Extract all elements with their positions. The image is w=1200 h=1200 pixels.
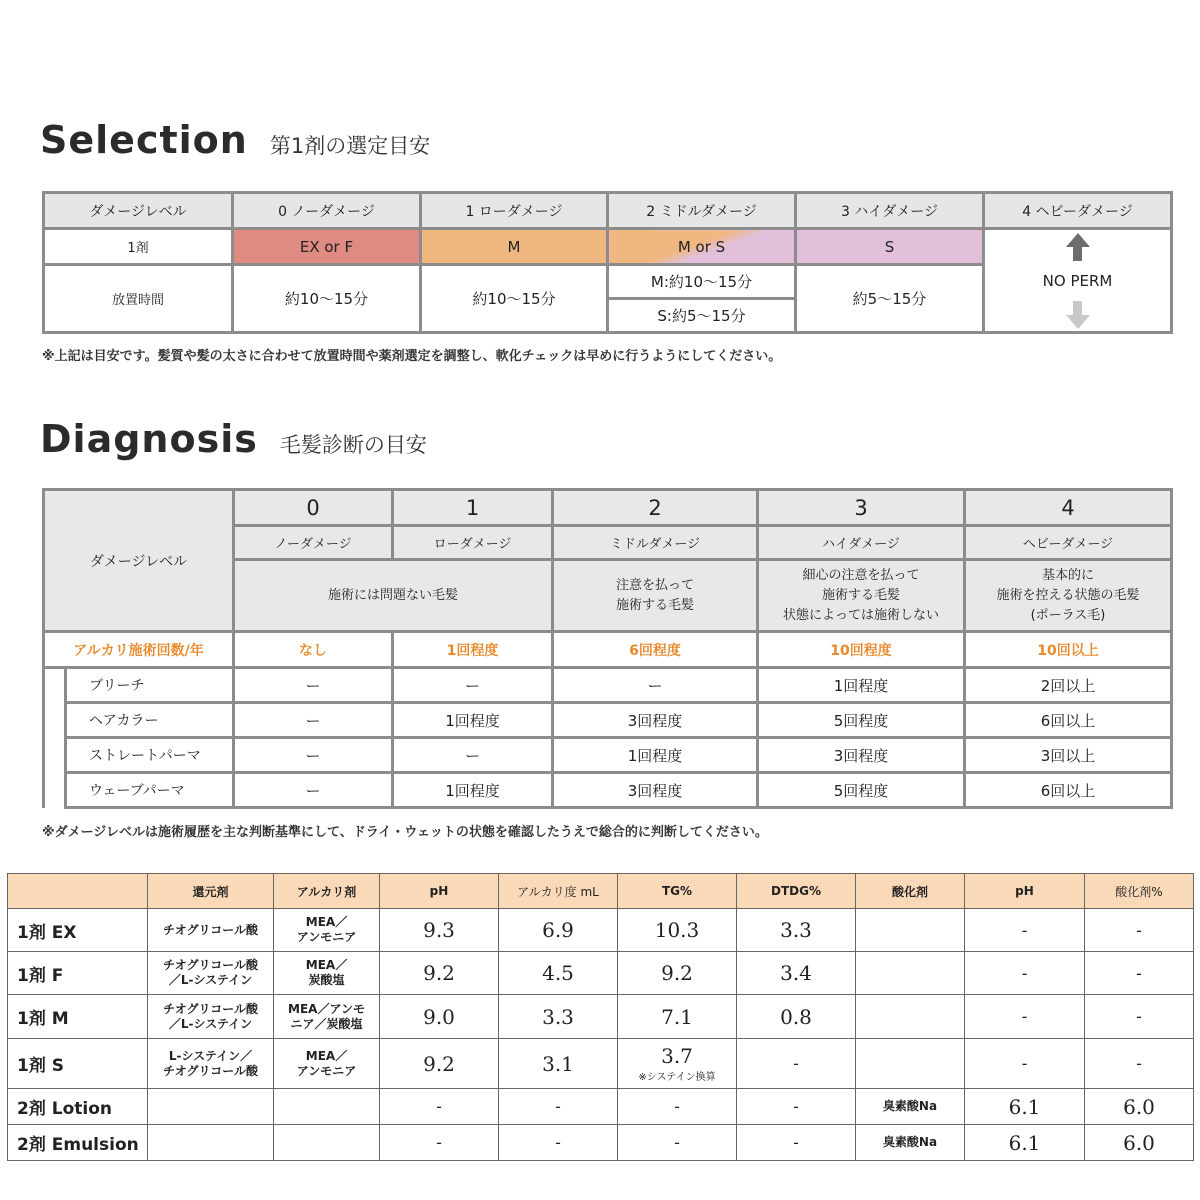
sel-header-5: 4 ヘビーダメージ [984,193,1172,229]
spec-alkalinity: 4.5 [499,952,618,995]
spec-tg: 9.2 [618,952,737,995]
spec-oxidizer [856,995,965,1039]
spec-tg: - [618,1089,737,1125]
table-row [8,1039,1194,1089]
spec-table [7,873,1194,1161]
dia-cell: 5回程度 [758,703,965,738]
sel-agent-s: S [796,229,984,265]
table-row [44,773,1172,808]
dia-row-label: ヘアカラー [66,703,234,738]
spec-reducer [148,1089,274,1125]
spec-alkalinity: 3.3 [499,995,618,1039]
diagnosis-table [42,488,1173,809]
dia-level-label: ダメージレベル [44,490,234,632]
dia-cell: 1回程度 [553,738,758,773]
table-row [8,1125,1194,1161]
dia-level-3: 3 [758,490,965,526]
dia-cell: 3回以上 [965,738,1172,773]
sel-agent-ex-f: EX or F [233,229,421,265]
dia-alkali-1: 1回程度 [393,632,553,668]
sel-header-1: 0 ノーダメージ [233,193,421,229]
selection-note: ※上記は目安です。髪質や髪の太さに合わせて放置時間や薬剤選定を調整し、軟化チェックは早めに行うようにしてください。 [42,349,782,364]
sel-time-2a: M:約10〜15分 [608,265,796,299]
spec-dtdg: - [737,1089,856,1125]
spec-product-name: 1剤 S [8,1039,148,1089]
spec-tg: 3.7 [661,1044,693,1068]
spec-oxidizer-pct: 6.0 [1085,1089,1194,1125]
diagnosis-title: Diagnosis [40,417,258,461]
dia-name-3: ハイダメージ [758,526,965,560]
spec-alkalinity: - [499,1125,618,1161]
sel-header-3: 2 ミドルダメージ [608,193,796,229]
dia-cell: 5回程度 [758,773,965,808]
dia-cell: 1回程度 [393,703,553,738]
dia-cell: 3回程度 [553,703,758,738]
table-row [44,738,1172,773]
spec-ph: 9.2 [380,1039,499,1089]
sel-header-0: ダメージレベル [44,193,233,229]
spec-oxidizer-pct: - [1085,909,1194,952]
dia-cell: 3回程度 [758,738,965,773]
dia-cell: ー [553,668,758,703]
spec-ph: 9.0 [380,995,499,1039]
spec-oxidizer-pct: - [1085,995,1194,1039]
spec-alkali-agent: MEA／ 炭酸塩 [274,952,380,995]
dia-cell: 6回以上 [965,703,1172,738]
spec-alkali-agent: MEA／ アンモニア [274,909,380,952]
dia-cell: 3回程度 [553,773,758,808]
diagnosis-note: ※ダメージレベルは施術履歴を主な判断基準にして、ドライ・ウェットの状態を確認したうえで総合的に判断してください。 [42,825,768,840]
spec-dtdg: 3.4 [737,952,856,995]
table-row [8,952,1194,995]
dia-row-label: ブリーチ [66,668,234,703]
spec-ph2: 6.1 [965,1089,1085,1125]
sel-time-2b: S:約5〜15分 [608,299,796,333]
sel-no-perm-cell [984,229,1172,333]
dia-desc-4: 基本的に 施術を控える状態の毛髪 (ポーラス毛) [965,560,1172,632]
spec-alkali-agent: MEA／ アンモニア [274,1039,380,1089]
sel-header-2: 1 ローダメージ [421,193,608,229]
table-row [8,995,1194,1039]
spec-header-1: 還元剤 [148,874,274,909]
dia-cell: ー [234,668,393,703]
spec-header-2: アルカリ剤 [274,874,380,909]
spec-product-name: 1剤 M [8,995,148,1039]
sel-time-1: 約10〜15分 [421,265,608,333]
spec-oxidizer-pct: - [1085,1039,1194,1089]
dia-cell: 2回以上 [965,668,1172,703]
spec-reducer [148,1125,274,1161]
dia-cell: ー [234,773,393,808]
spec-tg-note: ※システイン換算 [638,1072,716,1083]
spec-oxidizer-pct: - [1085,952,1194,995]
selection-heading [40,118,430,162]
spec-tg-cell [618,1039,737,1089]
spec-reducer: チオグリコール酸 ／L-システイン [148,995,274,1039]
dia-alkali-2: 6回程度 [553,632,758,668]
spec-alkalinity: 3.1 [499,1039,618,1089]
dia-alkali-label: アルカリ施術回数/年 [44,632,234,668]
spec-dtdg: - [737,1039,856,1089]
spec-oxidizer-pct: 6.0 [1085,1125,1194,1161]
dia-row-label: ウェーブパーマ [66,773,234,808]
spec-oxidizer: 臭素酸Na [856,1125,965,1161]
selection-table [42,191,1173,334]
no-perm-label: NO PERM [1042,271,1113,290]
spec-ph: 9.3 [380,909,499,952]
spec-product-name: 1剤 F [8,952,148,995]
selection-title: Selection [40,118,248,162]
spec-reducer: チオグリコール酸 [148,909,274,952]
spec-alkali-agent: MEA／アンモ ニア／炭酸塩 [274,995,380,1039]
dia-name-4: ヘビーダメージ [965,526,1172,560]
spec-ph: - [380,1089,499,1125]
dia-name-0: ノーダメージ [234,526,393,560]
diagnosis-heading [40,417,427,461]
sel-row1-label: 1剤 [44,229,233,265]
sel-header-4: 3 ハイダメージ [796,193,984,229]
dia-row-label: ストレートパーマ [66,738,234,773]
spec-alkalinity: - [499,1089,618,1125]
dia-cell: ー [234,738,393,773]
dia-level-4: 4 [965,490,1172,526]
dia-alkali-4: 10回以上 [965,632,1172,668]
dia-level-0: 0 [234,490,393,526]
spec-oxidizer: 臭素酸Na [856,1089,965,1125]
spec-oxidizer [856,1039,965,1089]
spec-header-5: TG% [618,874,737,909]
table-row [44,703,1172,738]
dia-cell: 1回程度 [758,668,965,703]
dia-cell: ー [393,668,553,703]
spec-header-7: 酸化剤 [856,874,965,909]
spec-tg: 7.1 [618,995,737,1039]
spec-ph2: - [965,952,1085,995]
sel-agent-m-or-s: M or S [608,229,796,265]
spec-header-0 [8,874,148,909]
sel-agent-m: M [421,229,608,265]
spec-product-name: 2剤 Lotion [8,1089,148,1125]
dia-level-1: 1 [393,490,553,526]
spec-product-name: 1剤 EX [8,909,148,952]
spec-ph2: - [965,1039,1085,1089]
dia-desc-0-1: 施術には問題ない毛髪 [234,560,553,632]
dia-desc-3: 細心の注意を払って 施術する毛髪 状態によっては施術しない [758,560,965,632]
spec-dtdg: 3.3 [737,909,856,952]
spec-alkali-agent [274,1125,380,1161]
arrow-up-icon [1066,233,1090,261]
dia-name-1: ローダメージ [393,526,553,560]
sel-time-0: 約10〜15分 [233,265,421,333]
dia-cell: 6回以上 [965,773,1172,808]
spec-ph2: - [965,909,1085,952]
table-row [8,1089,1194,1125]
dia-cell: ー [393,738,553,773]
dia-name-2: ミドルダメージ [553,526,758,560]
spec-ph2: 6.1 [965,1125,1085,1161]
selection-subtitle: 第1剤の選定目安 [269,134,431,158]
spec-oxidizer [856,909,965,952]
spec-reducer: L-システイン／ チオグリコール酸 [148,1039,274,1089]
sel-time-3: 約5〜15分 [796,265,984,333]
spec-header-9: 酸化剤% [1085,874,1194,909]
spec-alkali-agent [274,1089,380,1125]
dia-cell: 1回程度 [393,773,553,808]
dia-level-2: 2 [553,490,758,526]
spec-header-6: DTDG% [737,874,856,909]
spec-header-8: pH [965,874,1085,909]
spec-dtdg: - [737,1125,856,1161]
dia-indent [44,668,66,808]
spec-header-4: アルカリ度 mL [499,874,618,909]
dia-alkali-0: なし [234,632,393,668]
spec-tg: - [618,1125,737,1161]
spec-ph2: - [965,995,1085,1039]
dia-desc-2: 注意を払って 施術する毛髪 [553,560,758,632]
spec-dtdg: 0.8 [737,995,856,1039]
table-row [8,909,1194,952]
dia-alkali-3: 10回程度 [758,632,965,668]
spec-alkalinity: 6.9 [499,909,618,952]
spec-ph: - [380,1125,499,1161]
spec-product-name: 2剤 Emulsion [8,1125,148,1161]
spec-ph: 9.2 [380,952,499,995]
table-row [44,668,1172,703]
diagnosis-subtitle: 毛髪診断の目安 [279,433,427,457]
arrow-down-icon [1066,301,1090,329]
dia-cell: ー [234,703,393,738]
sel-row2-label: 放置時間 [44,265,233,333]
spec-header-3: pH [380,874,499,909]
spec-reducer: チオグリコール酸 ／L-システイン [148,952,274,995]
spec-tg: 10.3 [618,909,737,952]
spec-oxidizer [856,952,965,995]
